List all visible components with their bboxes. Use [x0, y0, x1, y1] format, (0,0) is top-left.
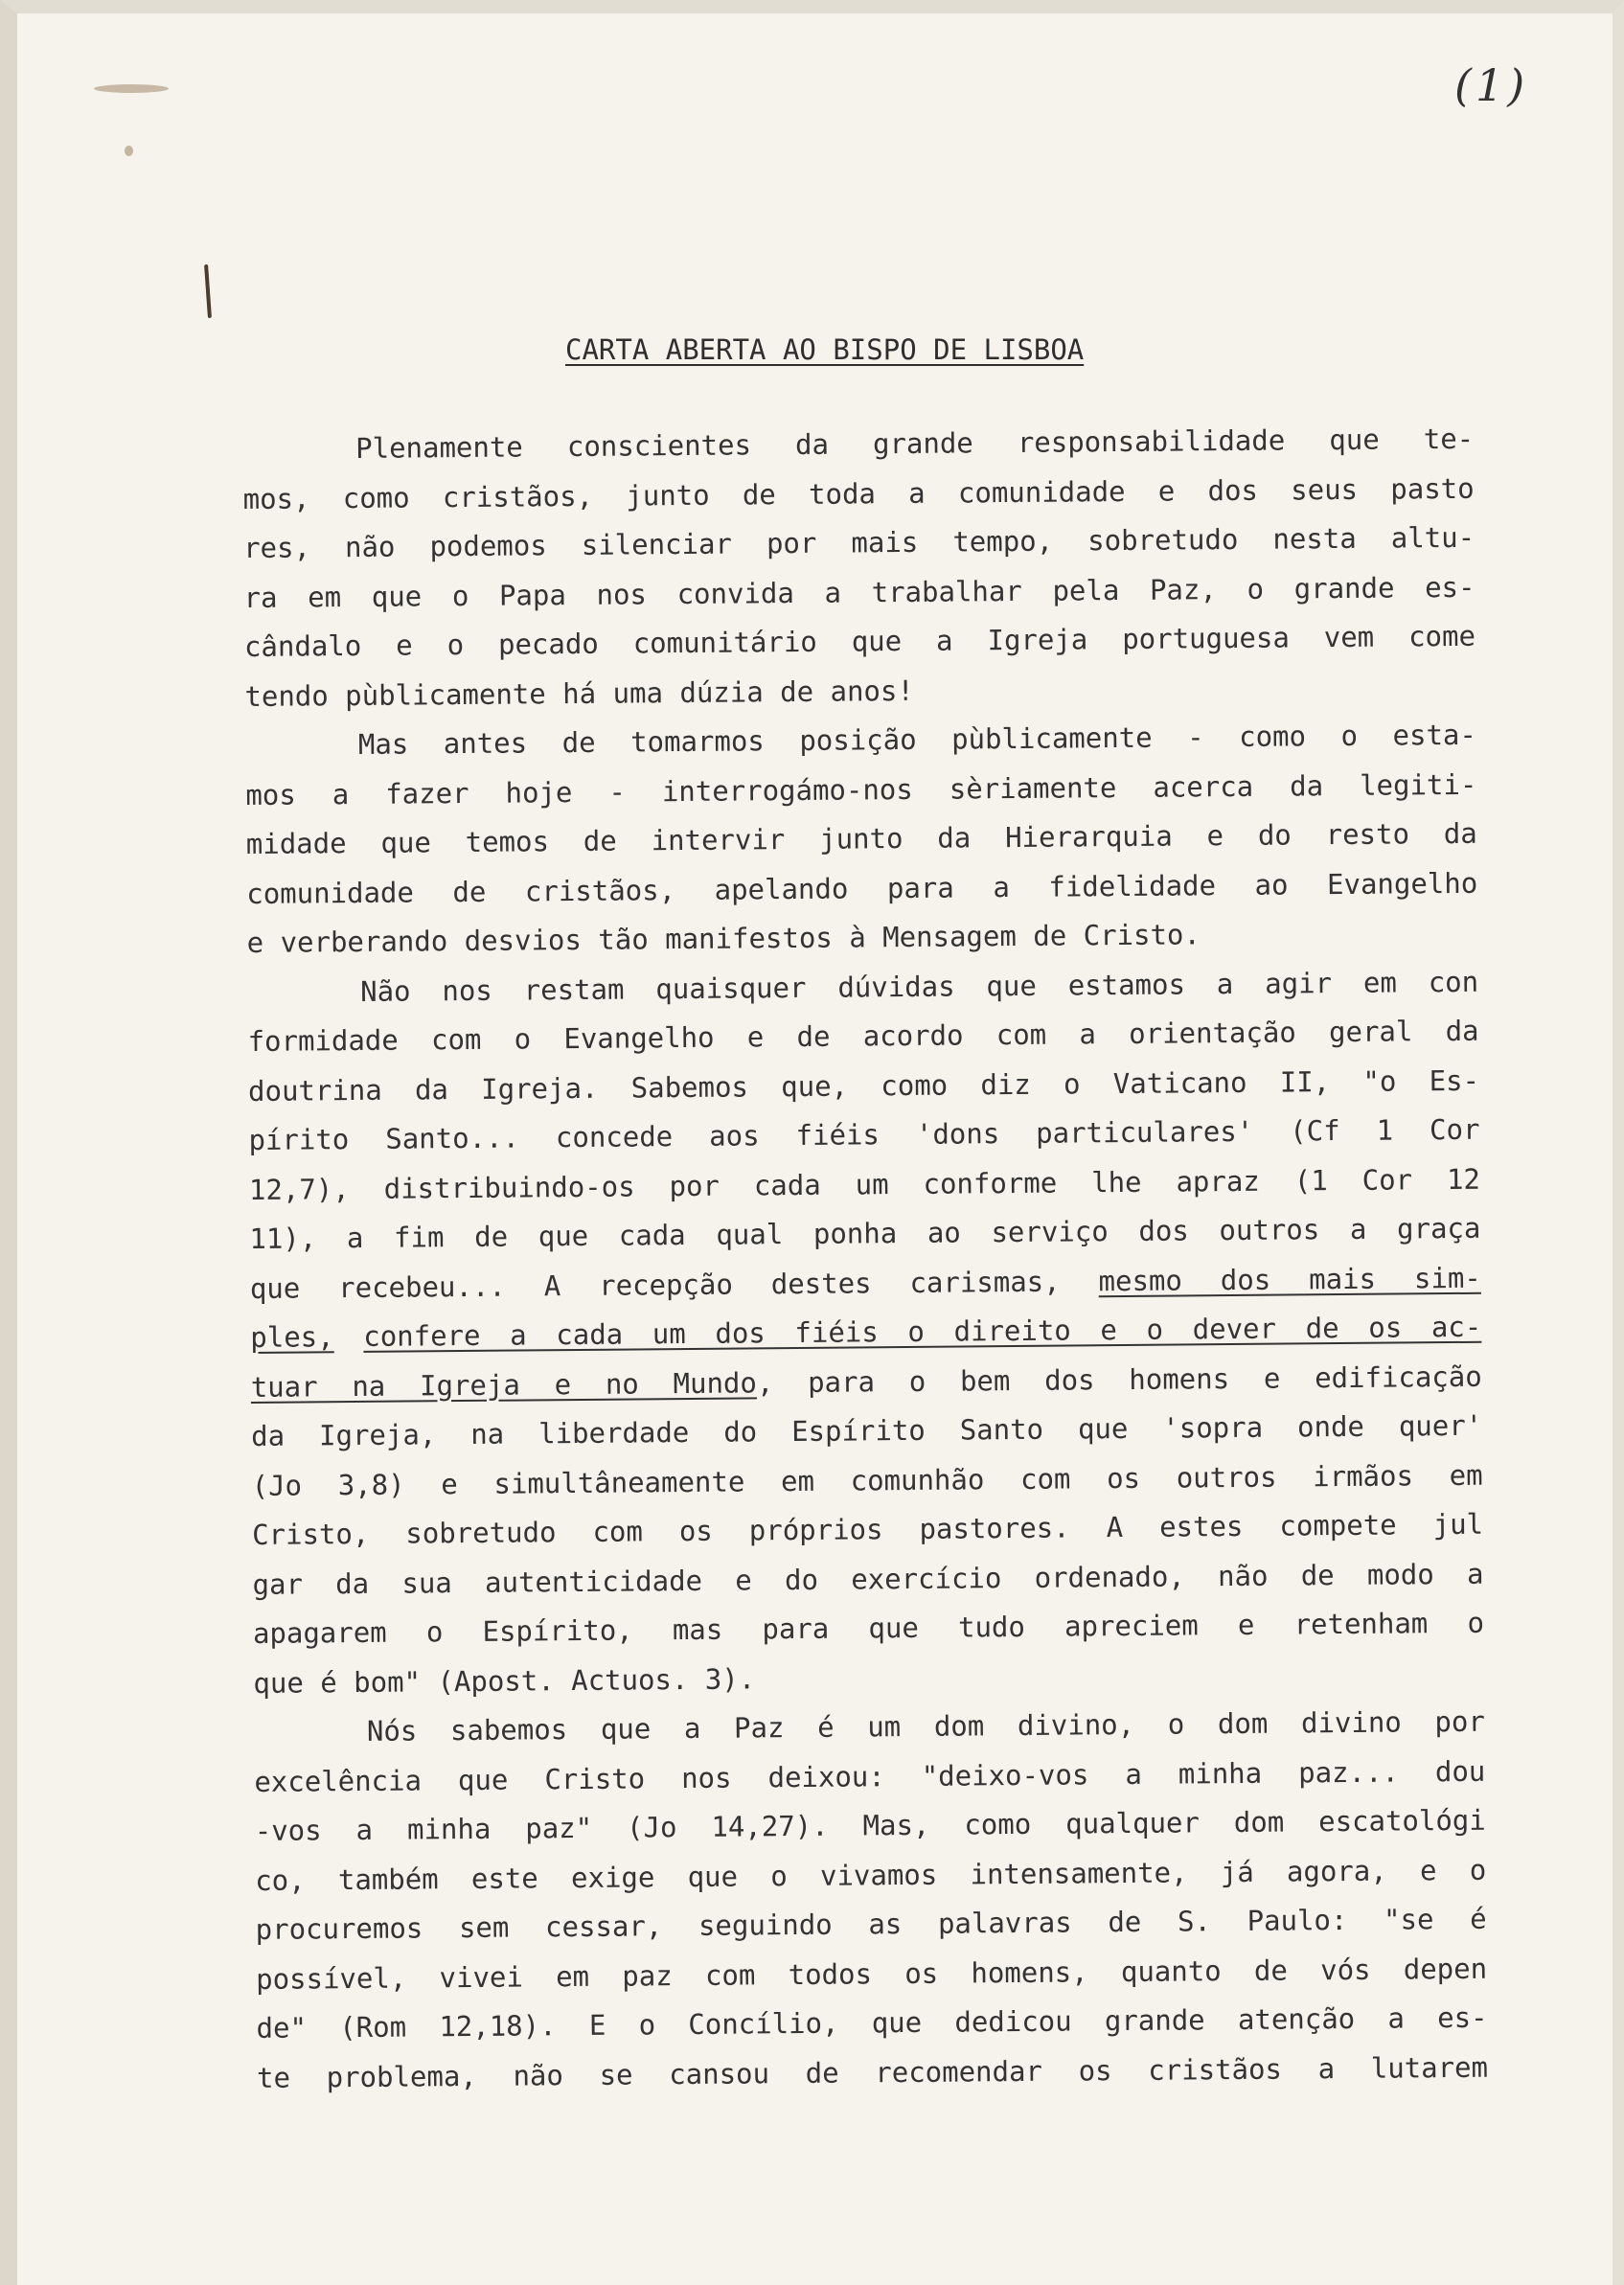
- text-line: da Igreja, na liberdade do Espírito Santo que 'sopra onde quer': [251, 1408, 1483, 1452]
- text-segment: que recebeu... A recepção destes carismas,: [249, 1265, 1061, 1305]
- text-line: possível, vivei em paz com todos os homens, quanto de vós depen: [256, 1952, 1488, 1996]
- underlined-text: ples,: [250, 1320, 334, 1354]
- text-line: comunidade de cristãos, apelando para a fidelidade ao Evangelho: [246, 866, 1478, 910]
- underlined-text: confere a cada um dos fiéis o direito e o dever de os ac-: [363, 1310, 1482, 1353]
- underlined-text: tuar na Igreja e no Mundo: [250, 1365, 758, 1404]
- text-line: excelência que Cristo nos deixou: "deixo-vos a minha paz... dou: [254, 1754, 1486, 1798]
- text-line: Não nos restam quaisquer dúvidas que estamos a agir em con: [360, 965, 1479, 1008]
- text-line: apagarem o Espírito, mas para que tudo apreciem e retenham o: [252, 1606, 1485, 1650]
- text-line: 12,7), distribuindo-os por cada um conforme lhe apraz (1 Cor 12: [248, 1162, 1481, 1206]
- text-line: res, não podemos silenciar por mais tempo, sobretudo nesta altu-: [242, 520, 1475, 564]
- paper-stain: [125, 146, 133, 156]
- text-line: (Jo 3,8) e simultâneamente em comunhão com os outros irmãos em: [251, 1458, 1483, 1502]
- underlined-text: mesmo dos mais sim-: [1098, 1261, 1481, 1297]
- text-line: doutrina da Igreja. Sabemos que, como diz o Vaticano II, "o Es-: [247, 1063, 1480, 1108]
- text-line: -vos a minha paz" (Jo 14,27). Mas, como qualquer dom escatológi: [254, 1803, 1486, 1847]
- text-line: te problema, não se cansou de recomendar os cristãos a lutarem: [256, 2050, 1489, 2094]
- text-line: procuremos sem cessar, seguindo as palavras de S. Paulo: "se é: [255, 1902, 1487, 1946]
- text-line: tendo pùblicamente há uma dúzia de anos!: [244, 674, 914, 713]
- text-line: Plenamente conscientes da grande responsabilidade que te-: [355, 422, 1475, 465]
- text-line: de" (Rom 12,18). E o Concílio, que dedicou grande atenção a es-: [256, 2000, 1488, 2045]
- text-line: ra em que o Papa nos convida a trabalhar pela Paz, o grande es-: [243, 570, 1475, 614]
- margin-mark: [204, 264, 212, 318]
- text-segment: , para o bem dos homens e edificação: [756, 1360, 1482, 1399]
- text-line: Cristo, sobretudo com os próprios pastores. A estes compete jul: [251, 1507, 1484, 1551]
- text-line: e verberando desvios tão manifestos à Mensagem de Cristo.: [246, 918, 1201, 959]
- text-line: gar da sua autenticidade e do exercício ordenado, não de modo a: [252, 1557, 1484, 1601]
- text-line: Nós sabemos que a Paz é um dom divino, o dom divino por: [366, 1704, 1486, 1748]
- text-line: Mas antes de tomarmos posição pùblicamente - como o esta-: [357, 718, 1477, 761]
- text-line: que é bom" (Apost. Actuos. 3).: [253, 1661, 756, 1700]
- text-line: 11), a fim de que cada qual ponha ao serviço dos outros a graça: [249, 1211, 1481, 1255]
- page-number: (1): [1454, 59, 1529, 111]
- text-line: mos a fazer hoje - interrogámo-nos sèriamente acerca da legiti-: [245, 767, 1477, 811]
- text-line: co, também este exige que o vivamos intensamente, já agora, e o: [255, 1853, 1487, 1897]
- text-line: pírito Santo... concede aos fiéis 'dons particulares' (Cf 1 Cor: [248, 1112, 1480, 1156]
- page-title: CARTA ABERTA AO BISPO DE LISBOA: [565, 333, 1085, 366]
- text-line: midade que temos de intervir junto da Hierarquia e do resto da: [245, 816, 1477, 860]
- text-line: mos, como cristãos, junto de toda a comunidade e dos seus pasto: [242, 471, 1475, 515]
- text-line: formidade com o Evangelho e de acordo com a orientação geral da: [247, 1014, 1479, 1058]
- letter-body: [242, 415, 1488, 2103]
- paper-stain: [94, 84, 169, 93]
- text-line: cândalo e o pecado comunitário que a Igreja portuguesa vem come: [243, 619, 1476, 663]
